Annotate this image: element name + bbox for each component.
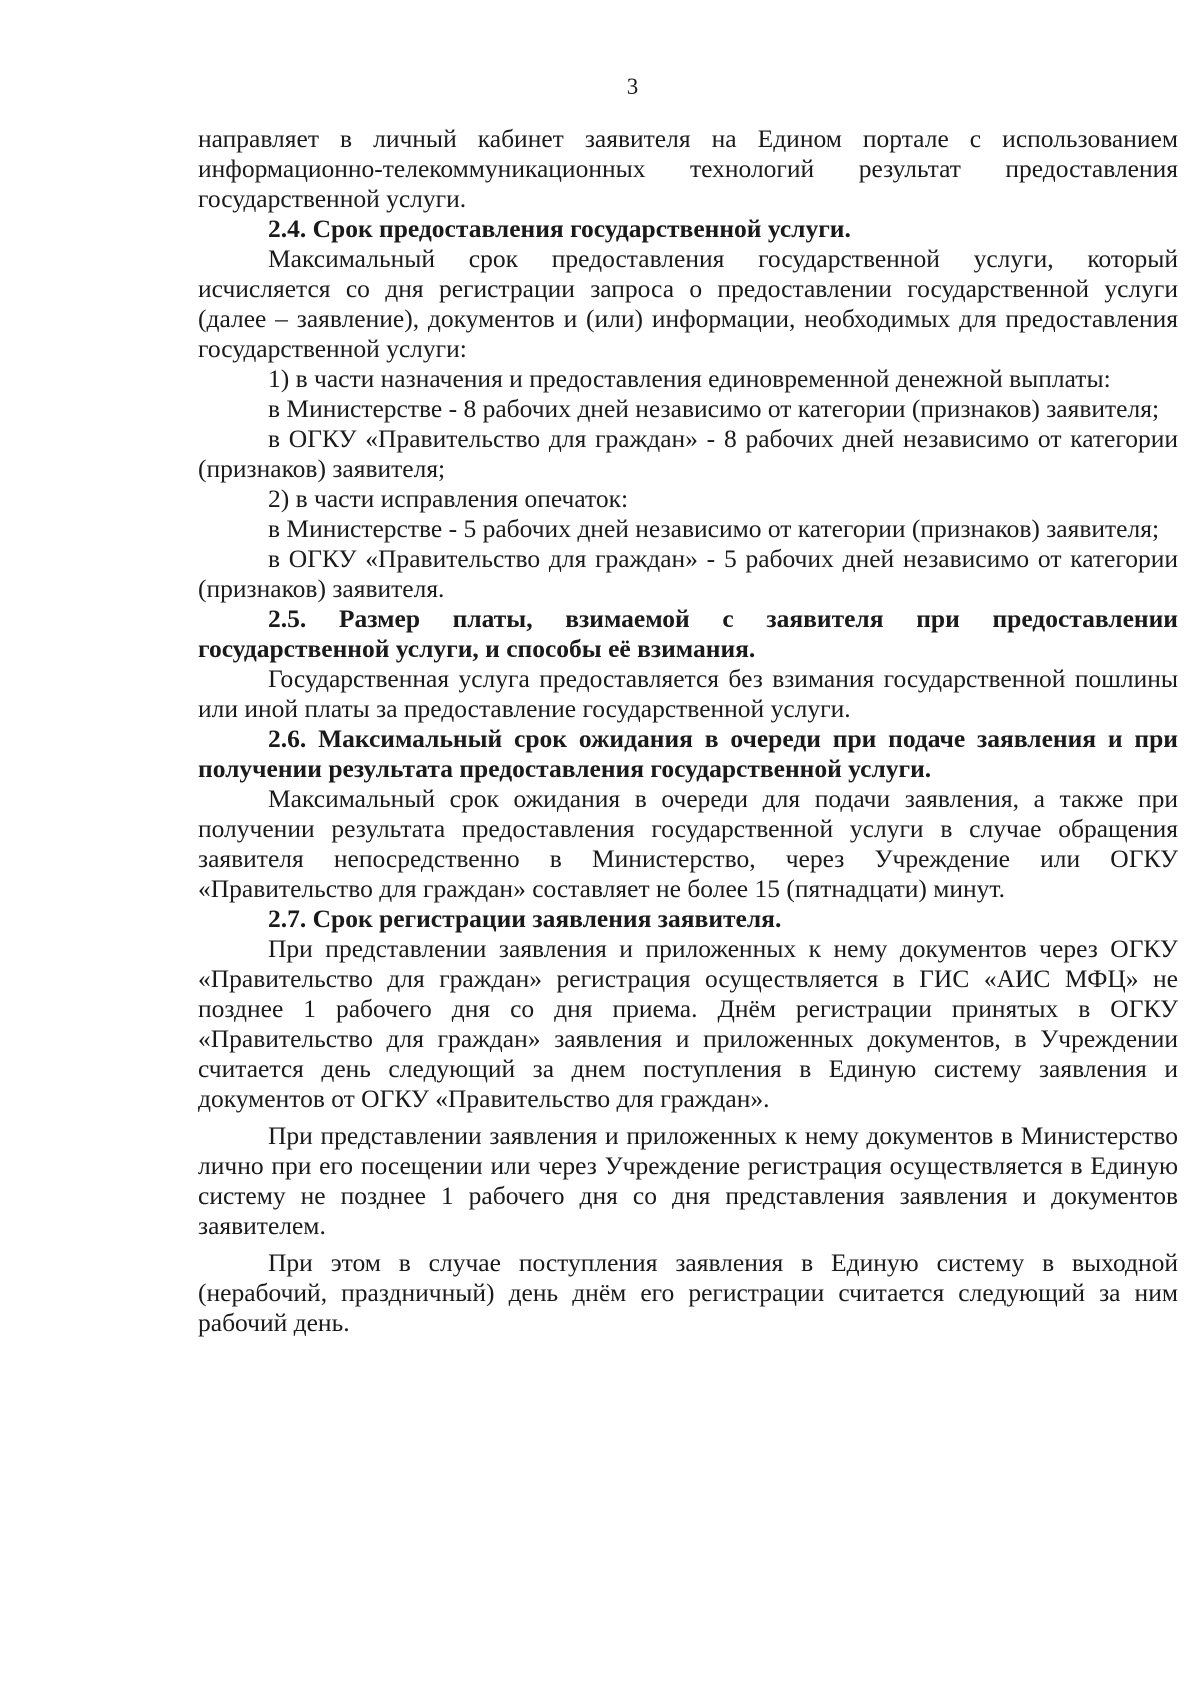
paragraph-fee: Государственная услуга предоставляется без взимания государственной пошлины или иной платы за предоставление государственной услуги. xyxy=(198,664,1178,723)
paragraph-registration-ogku: При представлении заявления и приложенных к нему документов через ОГКУ «Правительство для граждан» регистрация осуществляется в ГИС «АИС МФЦ» не позднее 1 рабочего дня со дня приема. Днём регистрации принятых в ОГКУ «Правительство для граждан» заявления и приложенных документов, в Учреждении считается день следующий за днем поступления в Единую систему заявления и документов от ОГКУ «Правительство для граждан». xyxy=(198,934,1178,1113)
paragraph-registration-ministry: При представлении заявления и приложенных к нему документов в Министерство лично при его посещении или через Учреждение регистрация осуществляется в Единую систему не позднее 1 рабочего дня со дня представления заявления и документов заявителем. xyxy=(198,1121,1178,1240)
paragraph-ministry-8-days: в Министерстве - 8 рабочих дней независимо от категории (признаков) заявителя; xyxy=(268,394,1160,423)
section-heading-2-5: 2.5. Размер платы, взимаемой с заявителя при предоставлении государственной услуги, и способы её взимания. xyxy=(198,604,1178,663)
paragraph-max-term: Максимальный срок предоставления государственной услуги, который исчисляется со дня регистрации запроса о предоставлении государственной услуги (далее – заявление), документов и (или) информации, необходимых для предоставления государственной услуги: xyxy=(198,244,1178,363)
paragraph-registration-weekend: При этом в случае поступления заявления в Единую систему в выходной (нерабочий, праздничный) день днём его регистрации считается следующий за ним рабочий день. xyxy=(198,1248,1178,1337)
list-item-2: 2) в части исправления опечаток: xyxy=(268,484,629,513)
section-heading-2-7: 2.7. Срок регистрации заявления заявителя. xyxy=(268,904,782,933)
paragraph-continuation: направляет в личный кабинет заявителя на Едином портале с использованием информационно-телекоммуникационных технологий результат предоставления государственной услуги. xyxy=(198,124,1178,213)
page-number: 3 xyxy=(626,74,639,99)
paragraph-ogku-8-days: в ОГКУ «Правительство для граждан» - 8 рабочих дней независимо от категории (признаков) заявителя; xyxy=(198,424,1178,483)
list-item-1: 1) в части назначения и предоставления единовременной денежной выплаты: xyxy=(268,364,1111,393)
paragraph-queue-time: Максимальный срок ожидания в очереди для подачи заявления, а также при получении результата предоставления государственной услуги в случае обращения заявителя непосредственно в Министерство, через Учреждение или ОГКУ «Правительство для граждан» составляет не более 15 (пятнадцати) минут. xyxy=(198,784,1178,903)
document-body xyxy=(198,124,1178,1338)
section-heading-2-6: 2.6. Максимальный срок ожидания в очереди при подаче заявления и при получении результата предоставления государственной услуги. xyxy=(198,724,1178,783)
paragraph-ogku-5-days: в ОГКУ «Правительство для граждан» - 5 рабочих дней независимо от категории (признаков) заявителя. xyxy=(198,544,1178,603)
paragraph-ministry-5-days: в Министерстве - 5 рабочих дней независимо от категории (признаков) заявителя; xyxy=(268,514,1160,543)
section-heading-2-4: 2.4. Срок предоставления государственной услуги. xyxy=(268,214,851,243)
